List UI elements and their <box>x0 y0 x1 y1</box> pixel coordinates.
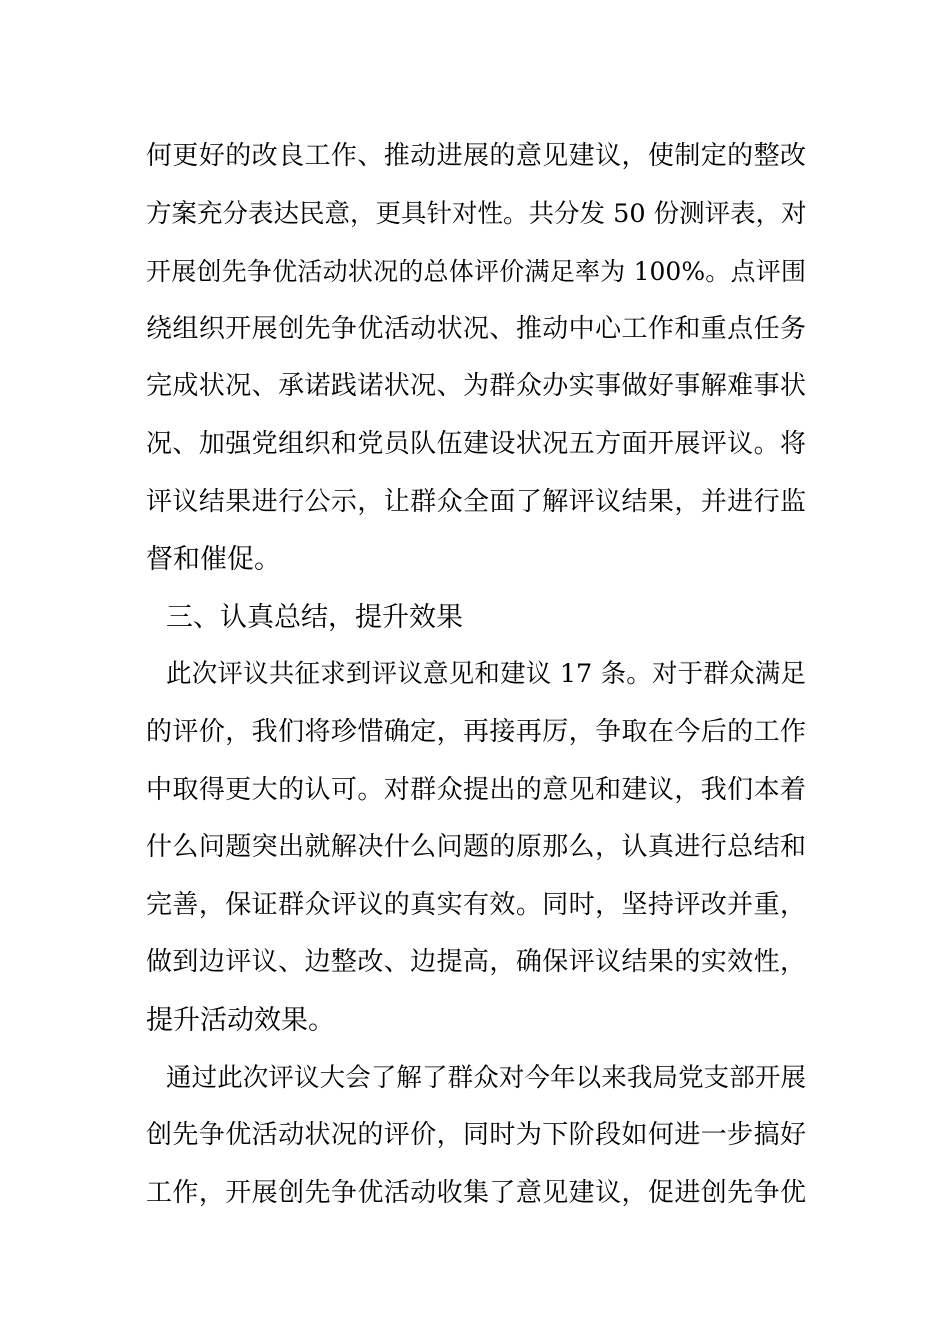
text-line: 方案充分表达民意，更具针对性。共分发 50 份测评表，对 <box>146 198 807 229</box>
section-heading: 三、认真总结，提升效果 <box>166 601 463 633</box>
text-line: 提升活动效果。 <box>146 1004 335 1036</box>
text-line: 做到边评议、边整改、边提高，确保评议结果的实效性， <box>146 947 806 978</box>
document-page <box>146 128 806 1222</box>
paragraph-summary <box>146 646 806 1049</box>
text-line: 什么问题突出就解决什么问题的原那么，认真进行总结和 <box>146 832 806 863</box>
paragraph-evaluation <box>146 128 806 589</box>
text-line: 中取得更大的认可。对群众提出的意见和建议，我们本着 <box>146 774 806 805</box>
text-line: 工作，开展创先争优活动收集了意见建议，促进创先争优 <box>146 1177 806 1208</box>
text-line: 完成状况、承诺践诺状况、为群众办实事做好事解难事状 <box>146 371 806 402</box>
text-line: 督和催促。 <box>146 544 281 576</box>
text-line: 评议结果进行公示，让群众全面了解评议结果，并进行监 <box>146 486 806 517</box>
paragraph-conclusion <box>146 1050 806 1223</box>
text-line: 况、加强党组织和党员队伍建设状况五方面开展评议。将 <box>146 428 806 459</box>
text-line: 绕组织开展创先争优活动状况、推动中心工作和重点任务 <box>146 313 806 344</box>
text-line: 的评价，我们将珍惜确定，再接再厉，争取在今后的工作 <box>146 716 806 747</box>
text-line: 创先争优活动状况的评价，同时为下阶段如何进一步搞好 <box>146 1120 806 1151</box>
text-line: 此次评议共征求到评议意见和建议 17 条。对于群众满足 <box>166 659 806 690</box>
text-line: 何更好的改良工作、推动进展的意见建议，使制定的整改 <box>146 141 806 171</box>
text-line: 通过此次评议大会了解了群众对今年以来我局党支部开展 <box>166 1062 806 1093</box>
text-line: 开展创先争优活动状况的总体评价满足率为 100%。点评围 <box>146 257 806 287</box>
text-line: 完善，保证群众评议的真实有效。同时，坚持评改并重， <box>146 889 806 920</box>
